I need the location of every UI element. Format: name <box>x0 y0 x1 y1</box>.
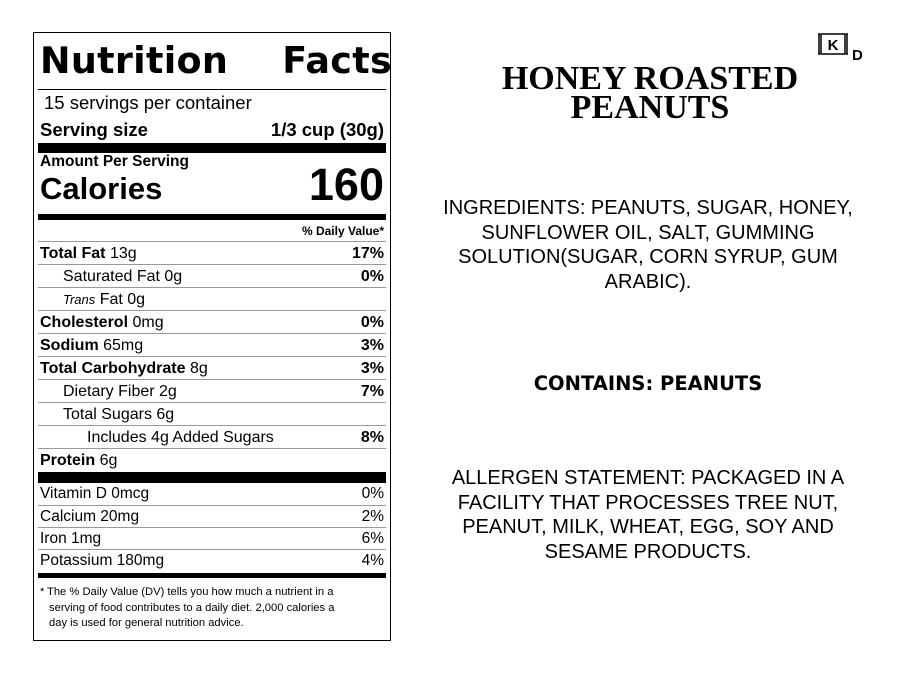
servings-per-container: 15 servings per container <box>44 92 252 113</box>
nutrient-amount: 65mg <box>103 337 144 354</box>
daily-value-header: % Daily Value* <box>301 224 384 238</box>
footnote-asterisk: * <box>40 586 45 598</box>
nutrient-name: Saturated Fat <box>63 268 160 285</box>
kosher-dairy-letter: D <box>852 47 863 62</box>
vitamin-name: Potassium 180mg <box>40 552 165 569</box>
nutrient-amount: 6g <box>156 406 175 423</box>
medium-divider <box>38 214 386 220</box>
thick-divider <box>38 472 386 483</box>
vitamin-row <box>38 483 386 504</box>
nutrient-row-sodium <box>38 333 386 357</box>
vitamin-name: Iron 1mg <box>40 530 102 547</box>
medium-divider <box>38 573 386 578</box>
nutrient-amount: 2g <box>159 383 177 400</box>
nutrient-name: Total Carbohydrate <box>40 360 186 377</box>
amount-per-serving: Amount Per Serving <box>40 153 189 170</box>
nutrient-row-saturated-fat <box>38 264 386 288</box>
nutrient-dv: 7% <box>360 383 384 400</box>
serving-size-label: Serving size <box>40 119 148 140</box>
calories-value: 160 <box>308 159 384 210</box>
serving-size-row <box>40 119 384 141</box>
vitamin-row <box>38 527 386 549</box>
nutrient-name: Includes 4g Added Sugars <box>87 429 274 446</box>
nutrient-name: Dietary Fiber <box>63 383 155 400</box>
nutrient-name: Protein <box>40 452 96 469</box>
nutrient-row-total-carbohydrate <box>38 356 386 380</box>
kosher-letter: K <box>827 37 839 54</box>
nutrient-amount: 0g <box>164 268 183 285</box>
daily-value-footnote <box>40 585 382 632</box>
nutrient-row-total-sugars <box>38 402 386 426</box>
nutrient-dv: 0% <box>360 268 384 285</box>
nutrient-amount: 0mg <box>132 314 164 331</box>
vitamin-dv: 6% <box>361 530 384 547</box>
divider <box>38 89 386 90</box>
nutrient-name: Total Sugars <box>63 406 152 423</box>
nutrient-amount: 13g <box>109 245 137 262</box>
calories-label: Calories <box>40 171 163 206</box>
nutrient-amount: Fat 0g <box>99 291 146 308</box>
vitamin-row <box>38 505 386 527</box>
nutrition-facts-title <box>40 37 392 85</box>
ingredients-line: SUNFLOWER OIL, SALT, GUMMING <box>481 221 815 244</box>
nutrition-facts-panel <box>33 32 391 641</box>
nutrient-row-added-sugars <box>38 425 386 449</box>
allergen-line: ALLERGEN STATEMENT: PACKAGED IN A <box>451 467 845 489</box>
footnote-line: serving of food contributes to a daily diet. 2,000 calories a <box>49 601 335 614</box>
nutrient-row-protein <box>38 448 386 472</box>
thick-divider <box>38 143 386 153</box>
product-title-line: HONEY ROASTED <box>501 60 799 97</box>
vitamin-name: Calcium 20mg <box>40 508 140 525</box>
vitamin-dv: 0% <box>361 485 384 502</box>
allergen-line: PEANUT, MILK, WHEAT, EGG, SOY AND <box>462 516 834 538</box>
title-facts: Facts <box>282 39 392 82</box>
allergen-line: FACILITY THAT PROCESSES TREE NUT, <box>457 491 839 514</box>
product-title-line: PEANUTS <box>570 89 730 126</box>
footnote-line: The % Daily Value (DV) tells you how much a nutrient in a <box>47 586 334 598</box>
vitamin-name: Vitamin D 0mcg <box>40 485 150 502</box>
ingredients-line: ARABIC). <box>604 270 692 293</box>
nutrient-dv: 17% <box>351 245 384 262</box>
nutrient-dv: 8% <box>360 429 384 446</box>
serving-size-value: 1/3 cup (30g) <box>270 119 384 140</box>
nutrient-name: Sodium <box>40 337 99 354</box>
nutrient-row-trans-fat <box>38 287 386 311</box>
title-nutrition: Nutrition <box>40 39 229 82</box>
nutrient-amount: 8g <box>189 360 208 377</box>
allergen-statement <box>418 466 878 564</box>
contains-statement: CONTAINS: PEANUTS <box>533 372 763 395</box>
vitamin-row <box>38 549 386 571</box>
allergen-line: SESAME PRODUCTS. <box>544 540 752 563</box>
nutrient-dv: 3% <box>360 360 384 377</box>
nutrient-row-dietary-fiber <box>38 379 386 403</box>
vitamin-dv: 4% <box>361 552 384 569</box>
ingredients-statement <box>418 196 878 294</box>
nutrient-dv: 3% <box>360 337 384 354</box>
product-title <box>470 60 830 126</box>
kosher-icon <box>818 30 868 62</box>
ingredients-line: INGREDIENTS: PEANUTS, SUGAR, HONEY, <box>443 197 853 219</box>
nutrient-name: Total Fat <box>40 245 106 262</box>
footnote-line: day is used for general nutrition advice. <box>49 617 244 629</box>
nutrient-dv: 0% <box>360 314 384 331</box>
nutrient-row-total-fat <box>38 241 386 265</box>
nutrient-amount: 6g <box>99 452 118 469</box>
vitamin-dv: 2% <box>361 508 384 525</box>
nutrient-name: Trans <box>63 292 96 307</box>
ingredients-line: SOLUTION(SUGAR, CORN SYRUP, GUM <box>458 246 838 268</box>
nutrient-row-cholesterol <box>38 310 386 334</box>
nutrient-name: Cholesterol <box>40 314 129 331</box>
kosher-dairy-symbol <box>818 30 868 62</box>
